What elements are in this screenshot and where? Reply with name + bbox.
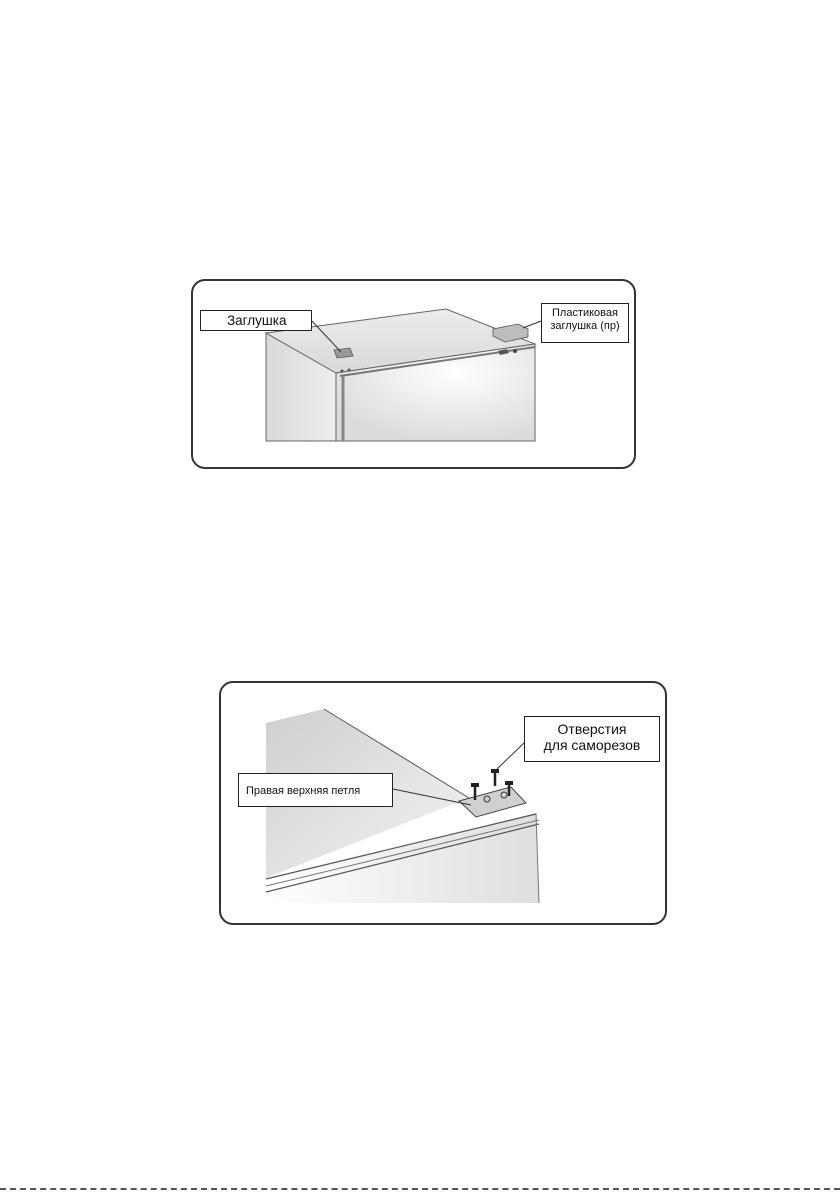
cap-plug-shape: [334, 348, 353, 358]
screw-icon: [491, 769, 499, 786]
callout-right-upper-hinge-label: Правая верхняя петля: [246, 785, 361, 797]
figure-top-caps: [191, 279, 636, 469]
callout-screw-holes: [524, 716, 660, 762]
callout-plastic-cap: [541, 303, 629, 343]
callout-cap-plug: [200, 310, 312, 331]
figure-upper-hinge: [219, 681, 667, 925]
page-bottom-divider: [0, 1188, 840, 1190]
callout-screw-holes-line1: Отверстия: [557, 721, 627, 737]
callout-plastic-cap-line2: заглушка (пр): [550, 319, 620, 332]
callout-cap-plug-label: Заглушка: [227, 313, 287, 328]
hinge-plate-shape: [459, 787, 526, 817]
callout-plastic-cap-line1: Пластиковая: [552, 307, 618, 319]
callout-screw-holes-line2: для саморезов: [543, 737, 641, 754]
callout-right-upper-hinge: [238, 773, 393, 807]
